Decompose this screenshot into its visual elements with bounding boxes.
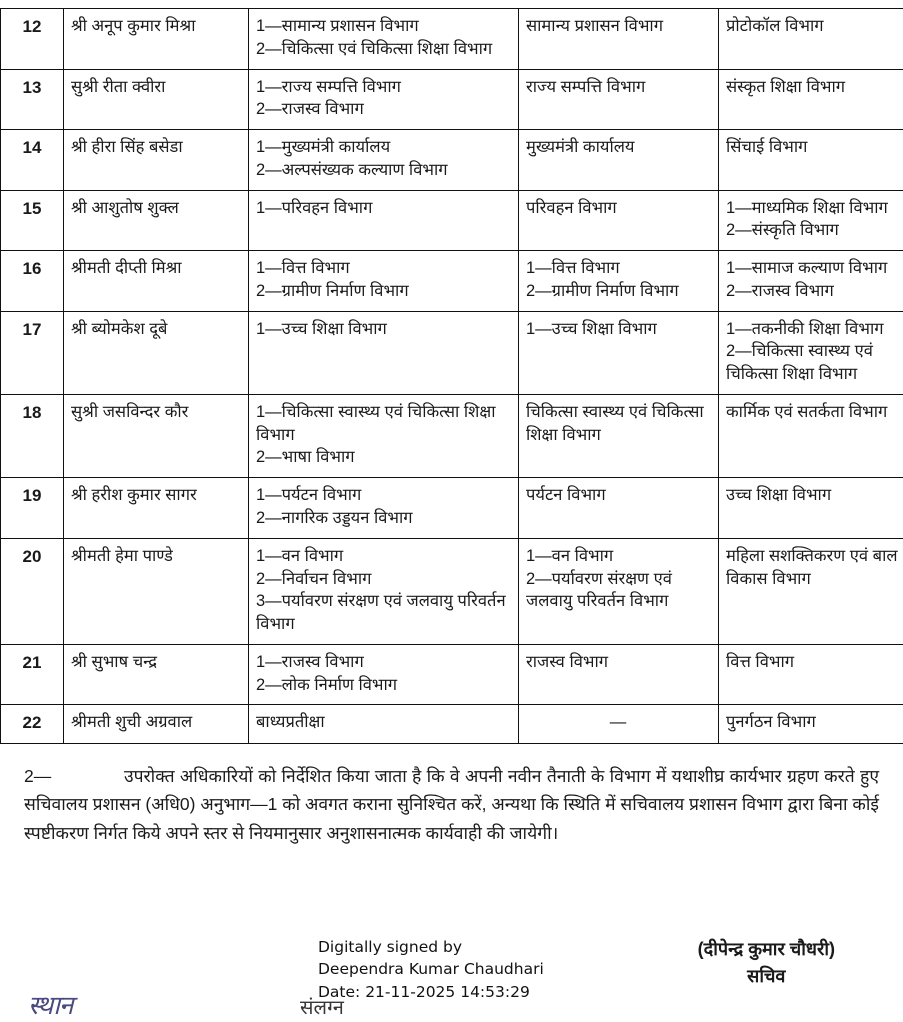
- row-officer-name: श्रीमती शुची अग्रवाल: [64, 705, 249, 743]
- posting-line: 2—भाषा विभाग: [256, 446, 511, 469]
- department-line: 1—वन विभाग: [526, 545, 711, 568]
- row-new-posting: [719, 538, 903, 644]
- row-new-posting: [719, 190, 903, 251]
- department-line: राज्य सम्पत्ति विभाग: [526, 76, 711, 99]
- row-relieved-department: [519, 311, 719, 394]
- posting-line: बाध्यप्रतीक्षा: [256, 711, 511, 734]
- handwritten-mark-center: संलग्न: [300, 993, 344, 1020]
- row-officer-name: श्री सुभाष चन्द्र: [64, 644, 249, 705]
- row-officer-name: श्री हीरा सिंह बसेडा: [64, 130, 249, 191]
- row-officer-name: श्रीमती दीप्ती मिश्रा: [64, 251, 249, 312]
- posting-line: 1—उच्च शिक्षा विभाग: [256, 318, 511, 341]
- department-line: 2—चिकित्सा स्वास्थ्य एवं चिकित्सा शिक्षा विभाग: [726, 340, 903, 386]
- row-serial-number: 20: [1, 538, 64, 644]
- department-line: पुनर्गठन विभाग: [726, 711, 903, 734]
- signing-officer-block: [698, 936, 835, 990]
- row-new-posting: [719, 130, 903, 191]
- posting-line: 1—मुख्यमंत्री कार्यालय: [256, 136, 511, 159]
- table-row: [1, 69, 903, 130]
- department-line: 2—ग्रामीण निर्माण विभाग: [526, 280, 711, 303]
- posting-line: 1—पर्यटन विभाग: [256, 484, 511, 507]
- table-row: [1, 644, 903, 705]
- posting-line: 1—चिकित्सा स्वास्थ्य एवं चिकित्सा शिक्षा विभाग: [256, 401, 511, 447]
- table-row: [1, 538, 903, 644]
- row-current-posting: [249, 130, 519, 191]
- row-new-posting: [719, 251, 903, 312]
- row-new-posting: [719, 69, 903, 130]
- posting-line: 1—वित्त विभाग: [256, 257, 511, 280]
- row-serial-number: 21: [1, 644, 64, 705]
- table-row: [1, 478, 903, 539]
- posting-line: 3—पर्यावरण संरक्षण एवं जलवायु परिवर्तन विभाग: [256, 590, 511, 636]
- row-relieved-department: [519, 69, 719, 130]
- signature-line-2: Deependra Kumar Chaudhari: [318, 958, 544, 980]
- instruction-paragraph: [24, 762, 879, 847]
- department-line: पर्यटन विभाग: [526, 484, 711, 507]
- row-relieved-department: [519, 251, 719, 312]
- posting-line: 2—अल्पसंख्यक कल्याण विभाग: [256, 159, 511, 182]
- posting-line: 1—राज्य सम्पत्ति विभाग: [256, 76, 511, 99]
- row-new-posting: [719, 311, 903, 394]
- row-serial-number: 16: [1, 251, 64, 312]
- department-line: सिंचाई विभाग: [726, 136, 903, 159]
- row-serial-number: 19: [1, 478, 64, 539]
- row-serial-number: 13: [1, 69, 64, 130]
- signature-line-3: Date: 21-11-2025 14:53:29: [318, 981, 544, 1003]
- row-new-posting: [719, 644, 903, 705]
- row-current-posting: [249, 311, 519, 394]
- department-line: वित्त विभाग: [726, 651, 903, 674]
- row-relieved-department: [519, 478, 719, 539]
- row-current-posting: [249, 251, 519, 312]
- row-officer-name: श्री ब्योमकेश दूबे: [64, 311, 249, 394]
- department-line: 2—राजस्व विभाग: [726, 280, 903, 303]
- posting-line: 2—लोक निर्माण विभाग: [256, 674, 511, 697]
- officer-designation: सचिव: [698, 963, 835, 990]
- row-serial-number: 15: [1, 190, 64, 251]
- row-relieved-department: [519, 394, 719, 477]
- row-current-posting: [249, 69, 519, 130]
- posting-line: 2—ग्रामीण निर्माण विभाग: [256, 280, 511, 303]
- row-officer-name: श्री अनूप कुमार मिश्रा: [64, 9, 249, 70]
- digital-signature-block: [318, 936, 544, 1003]
- row-relieved-department: [519, 644, 719, 705]
- row-relieved-department: [519, 538, 719, 644]
- posting-line: 1—परिवहन विभाग: [256, 197, 511, 220]
- row-serial-number: 22: [1, 705, 64, 743]
- row-relieved-department: [519, 130, 719, 191]
- row-new-posting: [719, 705, 903, 743]
- row-current-posting: [249, 9, 519, 70]
- row-officer-name: सुश्री रीता क्वीरा: [64, 69, 249, 130]
- department-line: 1—सामाज कल्याण विभाग: [726, 257, 903, 280]
- table-body: [1, 9, 903, 744]
- table-row: [1, 130, 903, 191]
- department-line: —: [526, 711, 711, 734]
- document-page: [0, 8, 903, 1010]
- row-serial-number: 18: [1, 394, 64, 477]
- posting-line: 1—सामान्य प्रशासन विभाग: [256, 15, 511, 38]
- row-current-posting: [249, 394, 519, 477]
- handwritten-mark-left: स्थान: [28, 986, 72, 1022]
- row-new-posting: [719, 394, 903, 477]
- department-line: 1—उच्च शिक्षा विभाग: [526, 318, 711, 341]
- signature-line-1: Digitally signed by: [318, 936, 544, 958]
- table-row: [1, 190, 903, 251]
- department-line: राजस्व विभाग: [526, 651, 711, 674]
- posting-line: 2—चिकित्सा एवं चिकित्सा शिक्षा विभाग: [256, 38, 511, 61]
- row-serial-number: 12: [1, 9, 64, 70]
- row-relieved-department: [519, 705, 719, 743]
- posting-line: 1—वन विभाग: [256, 545, 511, 568]
- row-serial-number: 14: [1, 130, 64, 191]
- department-line: 1—तकनीकी शिक्षा विभाग: [726, 318, 903, 341]
- row-officer-name: श्री हरीश कुमार सागर: [64, 478, 249, 539]
- row-new-posting: [719, 478, 903, 539]
- table-row: [1, 311, 903, 394]
- department-line: चिकित्सा स्वास्थ्य एवं चिकित्सा शिक्षा विभाग: [526, 401, 711, 447]
- posting-line: 2—राजस्व विभाग: [256, 98, 511, 121]
- row-officer-name: श्रीमती हेमा पाण्डे: [64, 538, 249, 644]
- row-officer-name: सुश्री जसविन्दर कौर: [64, 394, 249, 477]
- row-new-posting: [719, 9, 903, 70]
- row-relieved-department: [519, 9, 719, 70]
- department-line: 2—संस्कृति विभाग: [726, 219, 903, 242]
- department-line: कार्मिक एवं सतर्कता विभाग: [726, 401, 903, 424]
- row-serial-number: 17: [1, 311, 64, 394]
- row-officer-name: श्री आशुतोष शुक्ल: [64, 190, 249, 251]
- posting-line: 2—निर्वाचन विभाग: [256, 568, 511, 591]
- posting-line: 2—नागरिक उड्डयन विभाग: [256, 507, 511, 530]
- department-line: मुख्यमंत्री कार्यालय: [526, 136, 711, 159]
- department-line: 1—वित्त विभाग: [526, 257, 711, 280]
- department-line: संस्कृत शिक्षा विभाग: [726, 76, 903, 99]
- table-row: [1, 251, 903, 312]
- posting-line: 1—राजस्व विभाग: [256, 651, 511, 674]
- table-row: [1, 9, 903, 70]
- department-line: उच्च शिक्षा विभाग: [726, 484, 903, 507]
- paragraph-text: उपरोक्त अधिकारियों को निर्देशित किया जाता है कि वे अपनी नवीन तैनाती के विभाग में यथाशीघ्र कार्यभार ग्रहण करते हुए सचिवालय प्रशासन (अधि0) अनुभाग—1 को अवगत कराना सुनिश्चित करें, अन्यथा कि स्थिति में सचिवालय प्रशासन विभाग द्वारा बिना कोई स्पष्टीकरण निर्गत किये अपने स्तर से नियमानुसार अनुशासनात्मक कार्यवाही की जायेगी।: [24, 766, 879, 843]
- department-line: महिला सशक्तिकरण एवं बाल विकास विभाग: [726, 545, 903, 591]
- department-line: 2—पर्यावरण संरक्षण एवं जलवायु परिवर्तन विभाग: [526, 568, 711, 614]
- row-current-posting: [249, 644, 519, 705]
- row-current-posting: [249, 190, 519, 251]
- row-current-posting: [249, 538, 519, 644]
- department-line: सामान्य प्रशासन विभाग: [526, 15, 711, 38]
- row-current-posting: [249, 478, 519, 539]
- department-line: प्रोटोकॉल विभाग: [726, 15, 903, 38]
- paragraph-marker: 2—: [24, 762, 80, 790]
- officer-transfer-table: [0, 8, 903, 744]
- table-row: [1, 705, 903, 743]
- department-line: परिवहन विभाग: [526, 197, 711, 220]
- department-line: 1—माध्यमिक शिक्षा विभाग: [726, 197, 903, 220]
- officer-name: (दीपेन्द्र कुमार चौधरी): [698, 936, 835, 963]
- row-relieved-department: [519, 190, 719, 251]
- row-current-posting: [249, 705, 519, 743]
- table-row: [1, 394, 903, 477]
